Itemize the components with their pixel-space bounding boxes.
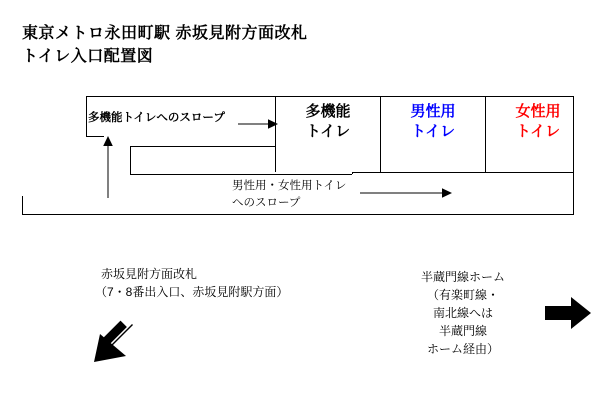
wall-slope-left xyxy=(86,96,87,136)
wall-slope-lower xyxy=(130,174,352,175)
wall-divider-mens-womens xyxy=(485,96,486,172)
slope-multi-label: 多機能トイレへのスロープ xyxy=(88,112,225,124)
wall-divider-multi-mens xyxy=(380,96,381,172)
arrow-right-icon xyxy=(545,295,591,331)
wall-left-stub xyxy=(22,196,23,197)
slope-up-arrow-icon xyxy=(100,136,116,198)
wall-slope-bottom2 xyxy=(130,146,275,147)
wall-slope-inner-v xyxy=(130,146,131,174)
room-label-mens-line2: トイレ xyxy=(410,123,456,141)
room-label-multi xyxy=(280,102,376,143)
caption-right-line3: 南北線へは xyxy=(432,306,493,320)
page-title-line1: 東京メトロ永田町駅 赤坂見附方面改札 xyxy=(22,25,308,42)
room-label-multi-line2: トイレ xyxy=(305,123,351,141)
slope-mw-label-line1: 男性用・女性用トイレ xyxy=(232,180,347,192)
arrow-down-left-icon xyxy=(92,318,138,364)
caption-right-line5: ホーム経由） xyxy=(426,342,499,356)
caption-left xyxy=(95,265,288,301)
wall-restroom-left-down xyxy=(352,172,353,174)
page-title-line2: トイレ入口配置図 xyxy=(22,48,154,65)
room-label-womens-line1: 女性用 xyxy=(515,103,561,120)
slope-mw-arrow-icon xyxy=(360,185,452,201)
room-label-multi-line1: 多機能 xyxy=(305,103,351,120)
wall-top xyxy=(86,96,573,97)
caption-right xyxy=(398,268,528,358)
slope-multi-arrow-icon xyxy=(238,116,278,132)
slope-mw-label-line2: へのスロープ xyxy=(232,196,301,209)
wall-corridor-bottom xyxy=(22,214,573,215)
caption-right-line2: （有楽町線・ xyxy=(426,288,499,302)
caption-left-line1: 赤坂見附方面改札 xyxy=(101,267,198,281)
wall-left-drop xyxy=(22,196,23,215)
caption-left-line2: （7・8番出入口、赤坂見附駅方面） xyxy=(95,285,289,299)
room-label-mens xyxy=(385,102,481,143)
slope-mw-label xyxy=(232,178,346,211)
wall-restroom-bottom xyxy=(352,172,573,173)
room-label-mens-line1: 男性用 xyxy=(410,103,456,120)
room-label-womens xyxy=(490,102,586,143)
room-label-womens-line2: トイレ xyxy=(515,123,561,141)
caption-right-line1: 半蔵門線ホーム xyxy=(420,270,505,284)
wall-multi-left xyxy=(275,96,276,172)
caption-right-line4: 半蔵門線 xyxy=(438,324,487,338)
